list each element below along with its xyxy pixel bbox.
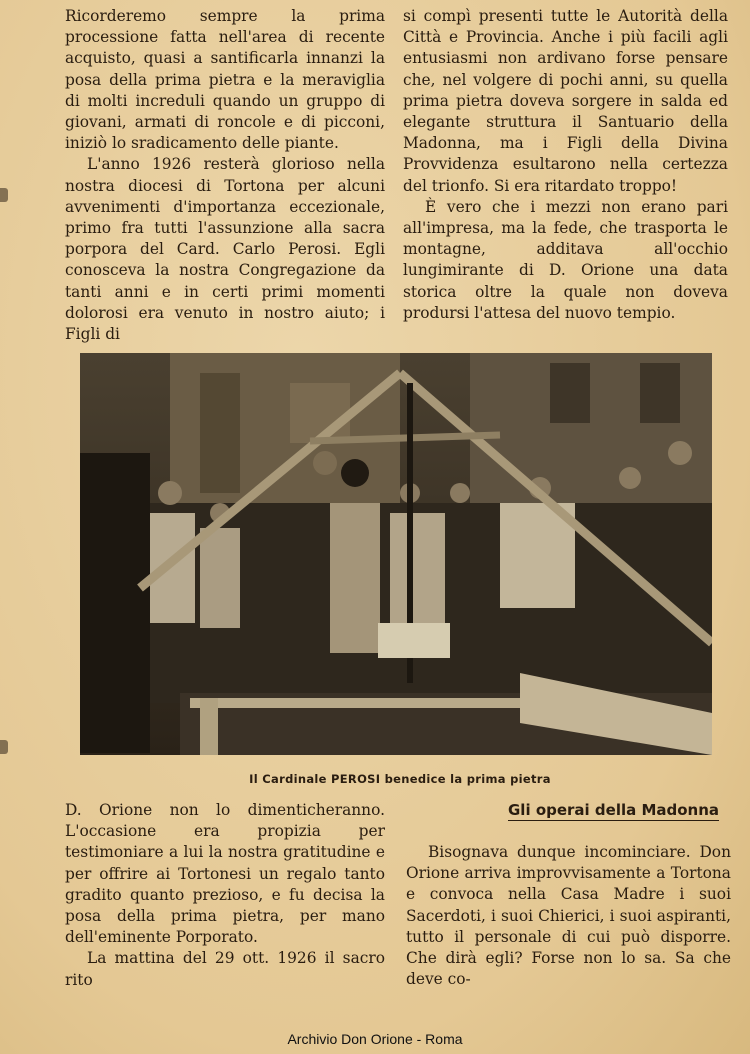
paragraph: D. Orione non lo dimenticheranno. L'occasione era propizia per testimoniare a lui la nostra gratitudine e per offrire ai Tortonesi un regalo tanto gradito quanto prezioso, e fu decisa la posa della prima pietra, per mano dell'eminente Porporato.: [65, 801, 385, 947]
column-top-left: [65, 6, 385, 345]
paragraph: si compì presenti tutte le Autorità della Città e Provincia. Anche i più facili agli entusiasmi non ardivano forse pensare che, nel volgere di pochi anni, su quella prima pietra doveva sorgere in salda ed elegante struttura il Santuario della Madonna, ma i Figli della Divina Provvidenza esultarono nella certezza del trionfo. Si era ritardato troppo!: [403, 7, 728, 195]
column-bottom-left: [65, 800, 385, 991]
photo-caption: Il Cardinale PEROSI benedice la prima pietra: [249, 772, 551, 786]
paragraph: La mattina del 29 ott. 1926 il sacro rito: [65, 949, 385, 989]
archive-watermark: Archivio Don Orione - Roma: [287, 1031, 463, 1047]
page-edge-mark: [0, 740, 8, 754]
section-title: Gli operai della Madonna: [508, 801, 720, 819]
page-edge-mark: [0, 188, 8, 202]
column-bottom-right: [406, 842, 731, 990]
column-top-right: [403, 6, 728, 324]
photo-illustration: [80, 353, 712, 755]
paragraph: È vero che i mezzi non erano pari all'impresa, ma la fede, che trasporta le montagne, additava all'occhio lungimirante di D. Orione una data storica oltre la quale non doveva prodursi l'attesa del nuovo tempio.: [403, 197, 728, 322]
paragraph: Bisognava dunque incominciare. Don Orione arriva improvvisamente a Tortona e convoca nella Casa Madre i suoi Sacerdoti, i suoi Chierici, i suoi aspiranti, tutto il personale di cui può disporre. Che dirà egli? Forse non lo sa. Sa che deve co-: [406, 843, 731, 989]
paragraph: L'anno 1926 resterà glorioso nella nostra diocesi di Tortona per alcuni avvenimenti d'importanza eccezionale, primo fra tutti l'assunzione alla sacra porpora del Card. Carlo Perosi. Egli conosceva la nostra Congregazione da tanti anni e in certi primi momenti dolorosi era venuto in nostro aiuto; i Figli di: [65, 155, 385, 344]
paragraph: Ricorderemo sempre la prima processione fatta nell'area di recente acquisto, quasi a santificarla innanzi la posa della prima pietra e la meraviglia di molti increduli quando un gruppo di giovani, armati di roncole e di picconi, iniziò lo sradicamento delle piante.: [65, 7, 385, 153]
photo-first-stone-blessing: [80, 353, 712, 755]
